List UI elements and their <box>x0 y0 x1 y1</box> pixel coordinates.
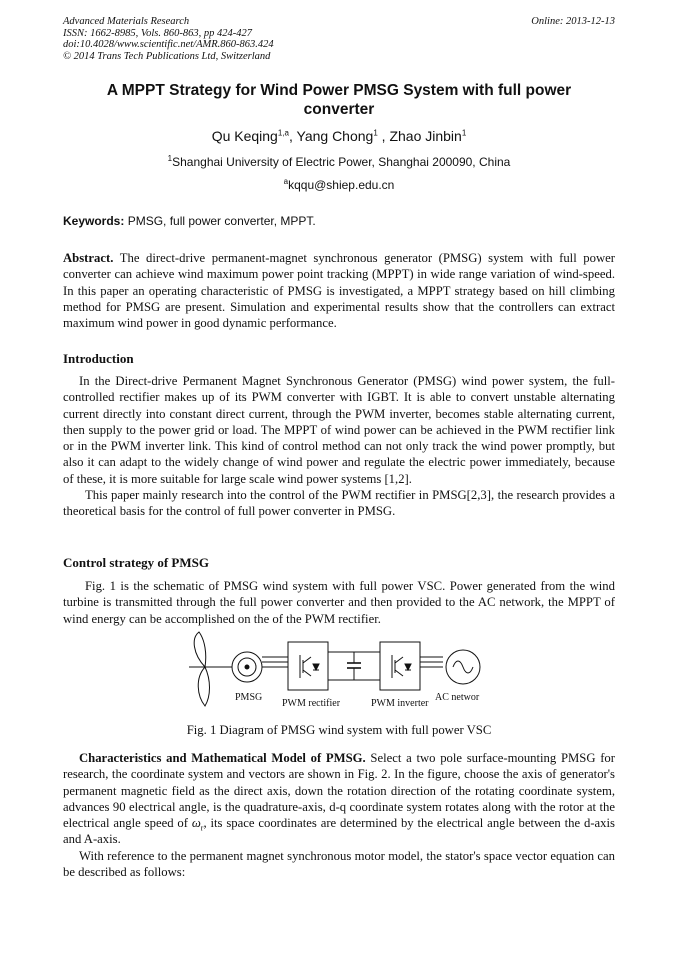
pmsg-system-diagram <box>185 630 495 712</box>
paragraph: Fig. 1 is the schematic of PMSG wind system with full power VSC. Power generated from the wind turbine is transmitted through the full power converter and then provided to the AC network, the MPPT of wind energy can be accomplished on the of the PWM rectifier. <box>63 579 615 626</box>
pwm-rectifier-box <box>288 642 328 690</box>
author-sup: 1,a <box>277 128 289 138</box>
introduction-body <box>63 373 615 520</box>
paragraph: In the Direct-drive Permanent Magnet Synchronous Generator (PMSG) wind power system, the full-controlled rectifier makes up of its PWM converter with IGBT. It is able to convert unstable alternating current directly into constant direct current, through the PWM inverter, becomes stable alternating current, then supply to the power grid or load. The MPPT of wind power can be achieved in the PWM rectifier link or in the PWM inverter link. This kind of control method can not only track the wind power promptly, but also it can adapt to the widely change of wind power and regulate the electric power immediately, because of these, it is more suitable for large scale wind power systems [1,2]. <box>63 374 615 486</box>
paragraph <box>63 750 615 848</box>
rectifier-label: PWM rectifier <box>282 698 341 709</box>
author-name: Yang Chong <box>296 128 374 144</box>
affiliation-sup: 1 <box>167 154 173 163</box>
figure-caption: Fig. 1 Diagram of PMSG wind system with full power VSC <box>186 723 492 737</box>
email-text: kqqu@shiep.edu.cn <box>288 178 395 192</box>
abstract <box>63 250 615 331</box>
author-separator: , <box>288 128 297 144</box>
inverter-label: PWM inverter <box>371 698 429 709</box>
keywords-label: Keywords: <box>63 214 125 228</box>
email-sup: a <box>283 177 289 186</box>
issn-line: ISSN: 1662-8985, Vols. 860-863, pp 424-427 <box>63 27 252 39</box>
affiliation <box>63 155 615 169</box>
affiliation-text: Shanghai University of Electric Power, Shanghai 200090, China <box>172 155 511 169</box>
characteristics-body <box>63 750 615 880</box>
journal-header <box>63 16 423 62</box>
turbine-blade-icon <box>198 667 209 706</box>
journal-name: Advanced Materials Research <box>63 16 190 27</box>
online-date: Online: 2013-12-13 <box>531 16 615 27</box>
omega-subscript: r <box>200 823 204 833</box>
author-email <box>63 178 615 192</box>
characteristics-text: Select a two pole surface-mounting PMSG for research, the coordinate system and vectors are shown in Fig. 2. In the figure, choose the axis of generator's permanent magnetic field as the direct axis, down the rotation direction of the rotating coordinate system, advances 90 electrical angle, is the quadrature-axis, d-q coordinate system rotates along with the rotor at the electrical angle speed of <box>63 751 615 831</box>
abstract-text: The direct-drive permanent-magnet synchronous generator (PMSG) system with full power converter can achieve wind maximum power point tracking (MPPT) in wide range variation of wind-speed. In this paper an operating characteristic of PMSG is investigated, a MPPT strategy based on hill climbing method for PMSG are present. Simulation and experimental results show that the controllers can extract maximum wind power in good dynamic performance. <box>63 251 615 331</box>
paper-title: A MPPT Strategy for Wind Power PMSG System with full power converter <box>106 82 572 118</box>
copyright-line: © 2014 Trans Tech Publications Ltd, Switzerland <box>63 50 271 62</box>
author-list <box>63 128 615 144</box>
introduction-heading: Introduction <box>63 351 134 366</box>
control-heading: Control strategy of PMSG <box>63 555 209 570</box>
pmsg-label: PMSG <box>235 692 263 703</box>
paragraph: With reference to the permanent magnet synchronous motor model, the stator's space vector equation can be described as follows: <box>63 848 615 880</box>
pwm-inverter-box <box>380 642 420 690</box>
paragraph: This paper mainly research into the control of the PWM rectifier in PMSG[2,3], the research provides a theoretical basis for the control of full power converter in PMSG. <box>63 488 615 519</box>
author-separator: , <box>377 128 390 144</box>
author-sup: 1 <box>373 128 378 138</box>
ac-network-label: AC networ <box>435 692 480 703</box>
author-name: Qu Keqing <box>211 128 278 144</box>
turbine-blade-icon <box>194 632 206 667</box>
keywords-text: PMSG, full power converter, MPPT. <box>124 214 316 228</box>
author-sup: 1 <box>461 128 467 138</box>
doi-line: doi:10.4028/www.scientific.net/AMR.860-863.424 <box>63 39 274 50</box>
control-body <box>63 578 615 627</box>
abstract-label: Abstract. <box>63 251 114 265</box>
characteristics-heading: Characteristics and Mathematical Model of PMSG. <box>79 751 366 765</box>
author-name: Zhao Jinbin <box>389 128 462 144</box>
characteristics-text: , its space coordinates are determined by the electrical angle between the d-axis and A-axis. <box>63 816 615 847</box>
keywords <box>63 214 615 228</box>
generator-core <box>245 665 249 669</box>
omega-symbol: ω <box>191 816 201 831</box>
